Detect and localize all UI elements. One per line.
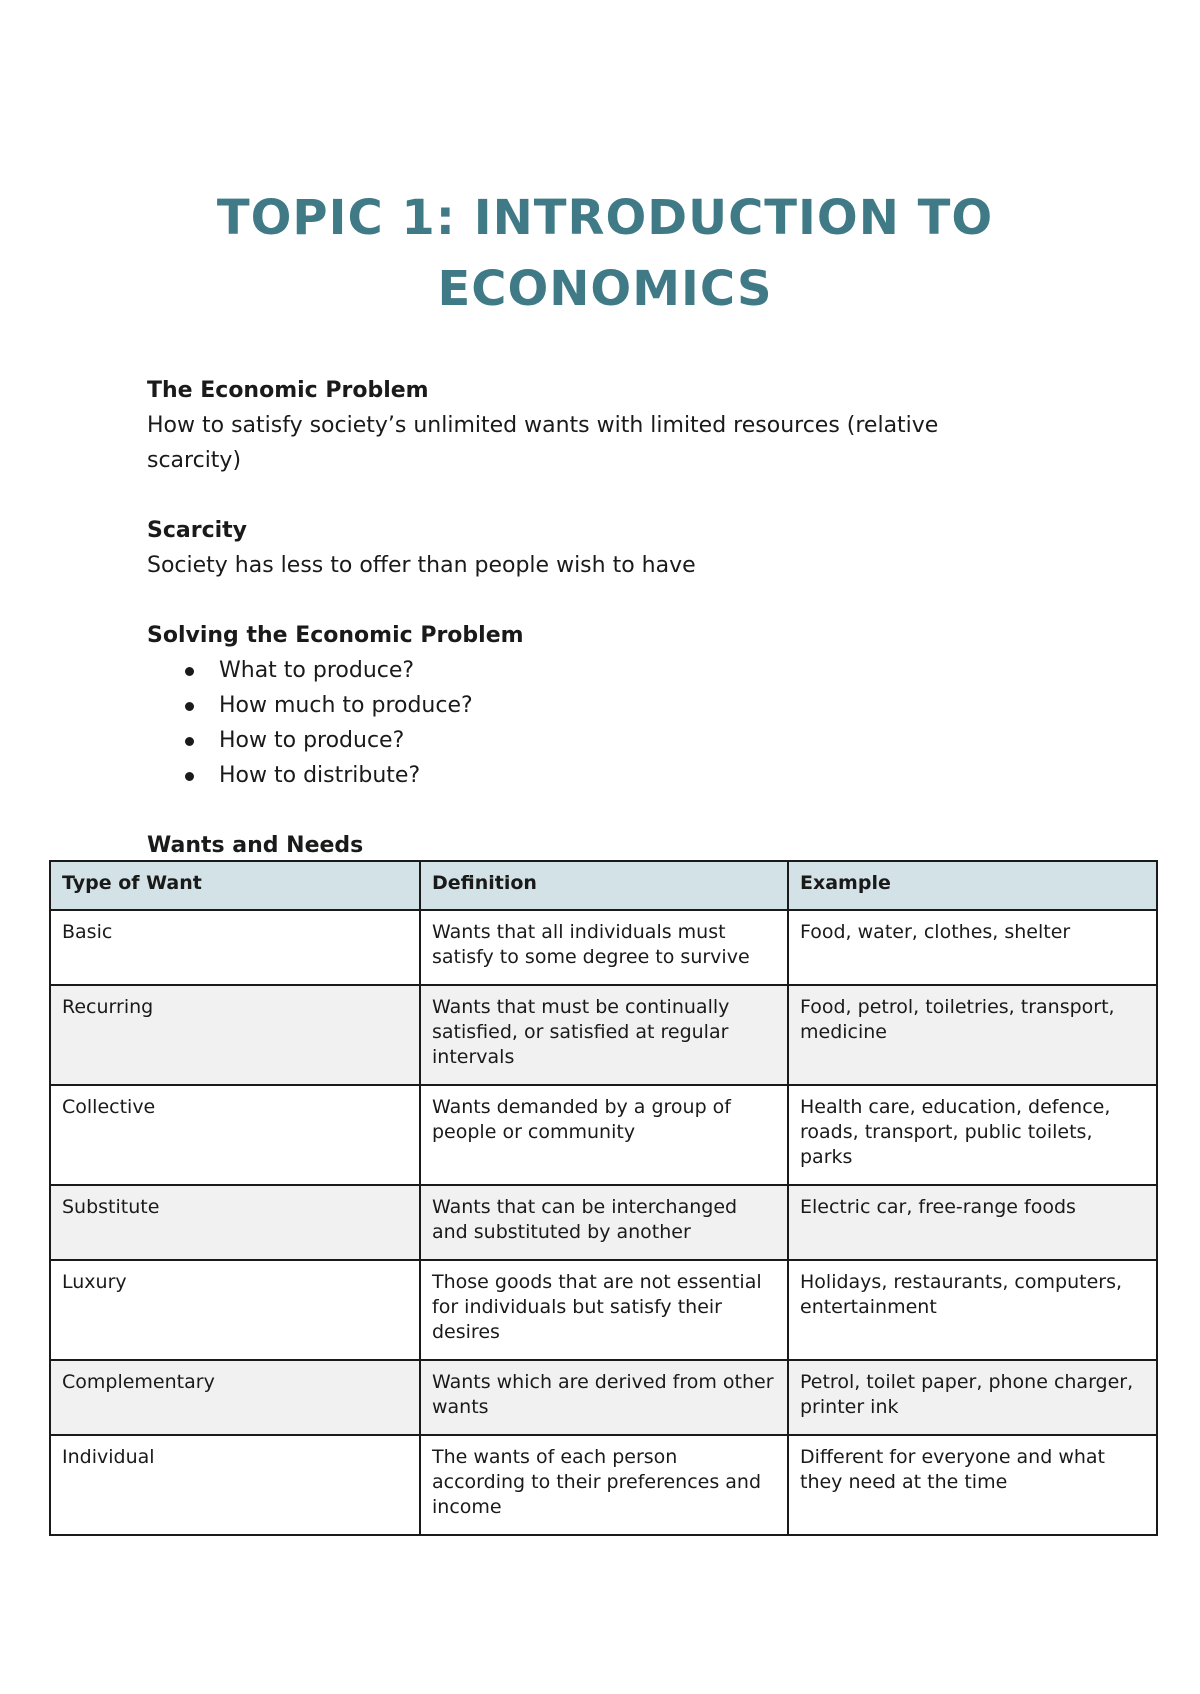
wants-needs-section — [147, 828, 1047, 863]
table-cell: Recurring — [50, 985, 420, 1085]
table-cell: Wants which are derived from other wants — [420, 1360, 788, 1435]
table-cell: Complementary — [50, 1360, 420, 1435]
table-cell: Substitute — [50, 1185, 420, 1260]
solving-section — [147, 618, 1047, 793]
table-cell: Wants demanded by a group of people or community — [420, 1085, 788, 1185]
list-item — [147, 758, 1047, 793]
bullet-icon — [185, 667, 194, 676]
table-cell: Food, water, clothes, shelter — [788, 910, 1157, 985]
wants-table — [49, 860, 1158, 1536]
table-row — [50, 985, 1157, 1085]
solving-list — [147, 653, 1047, 793]
table-row — [50, 910, 1157, 985]
table-cell: Electric car, free-range foods — [788, 1185, 1157, 1260]
economic-problem-section — [147, 373, 1047, 478]
table-cell: Individual — [50, 1435, 420, 1535]
table-cell: Luxury — [50, 1260, 420, 1360]
list-item-text: How to distribute? — [219, 763, 421, 788]
bullet-icon — [185, 772, 194, 781]
column-header: Example — [788, 861, 1157, 910]
table-row — [50, 1185, 1157, 1260]
bullet-icon — [185, 702, 194, 711]
table-cell: Basic — [50, 910, 420, 985]
table-cell: Food, petrol, toiletries, transport, medicine — [788, 985, 1157, 1085]
list-item-text: How to produce? — [219, 728, 405, 753]
table-row — [50, 1085, 1157, 1185]
table-cell: Different for everyone and what they need at the time — [788, 1435, 1157, 1535]
table-row — [50, 1435, 1157, 1535]
page-title — [0, 183, 1200, 325]
table-cell: The wants of each person according to their preferences and income — [420, 1435, 788, 1535]
economic-problem-text: How to satisfy society’s unlimited wants with limited resources (relative scarcity) — [147, 413, 939, 473]
list-item-text: How much to produce? — [219, 693, 473, 718]
title-line-1: TOPIC 1: INTRODUCTION TO — [216, 190, 994, 246]
table-cell: Wants that can be interchanged and substituted by another — [420, 1185, 788, 1260]
table-cell: Health care, education, defence, roads, transport, public toilets, parks — [788, 1085, 1157, 1185]
column-header: Type of Want — [50, 861, 420, 910]
table-cell: Wants that must be continually satisfied, or satisfied at regular intervals — [420, 985, 788, 1085]
table-row — [50, 1360, 1157, 1435]
list-item — [147, 653, 1047, 688]
solving-heading: Solving the Economic Problem — [147, 623, 524, 648]
list-item — [147, 723, 1047, 758]
table-cell: Petrol, toilet paper, phone charger, printer ink — [788, 1360, 1157, 1435]
table-cell: Wants that all individuals must satisfy to some degree to survive — [420, 910, 788, 985]
list-item — [147, 688, 1047, 723]
table-row — [50, 1260, 1157, 1360]
column-header: Definition — [420, 861, 788, 910]
economic-problem-heading: The Economic Problem — [147, 378, 429, 403]
list-item-text: What to produce? — [219, 658, 415, 683]
scarcity-heading: Scarcity — [147, 518, 248, 543]
table-cell: Those goods that are not essential for individuals but satisfy their desires — [420, 1260, 788, 1360]
table-header-row — [50, 861, 1157, 910]
scarcity-text: Society has less to offer than people wish to have — [147, 553, 696, 578]
bullet-icon — [185, 737, 194, 746]
scarcity-section — [147, 513, 1047, 583]
wants-needs-heading: Wants and Needs — [147, 833, 364, 858]
table-cell: Holidays, restaurants, computers, entertainment — [788, 1260, 1157, 1360]
title-line-2: ECONOMICS — [437, 261, 773, 317]
table-cell: Collective — [50, 1085, 420, 1185]
